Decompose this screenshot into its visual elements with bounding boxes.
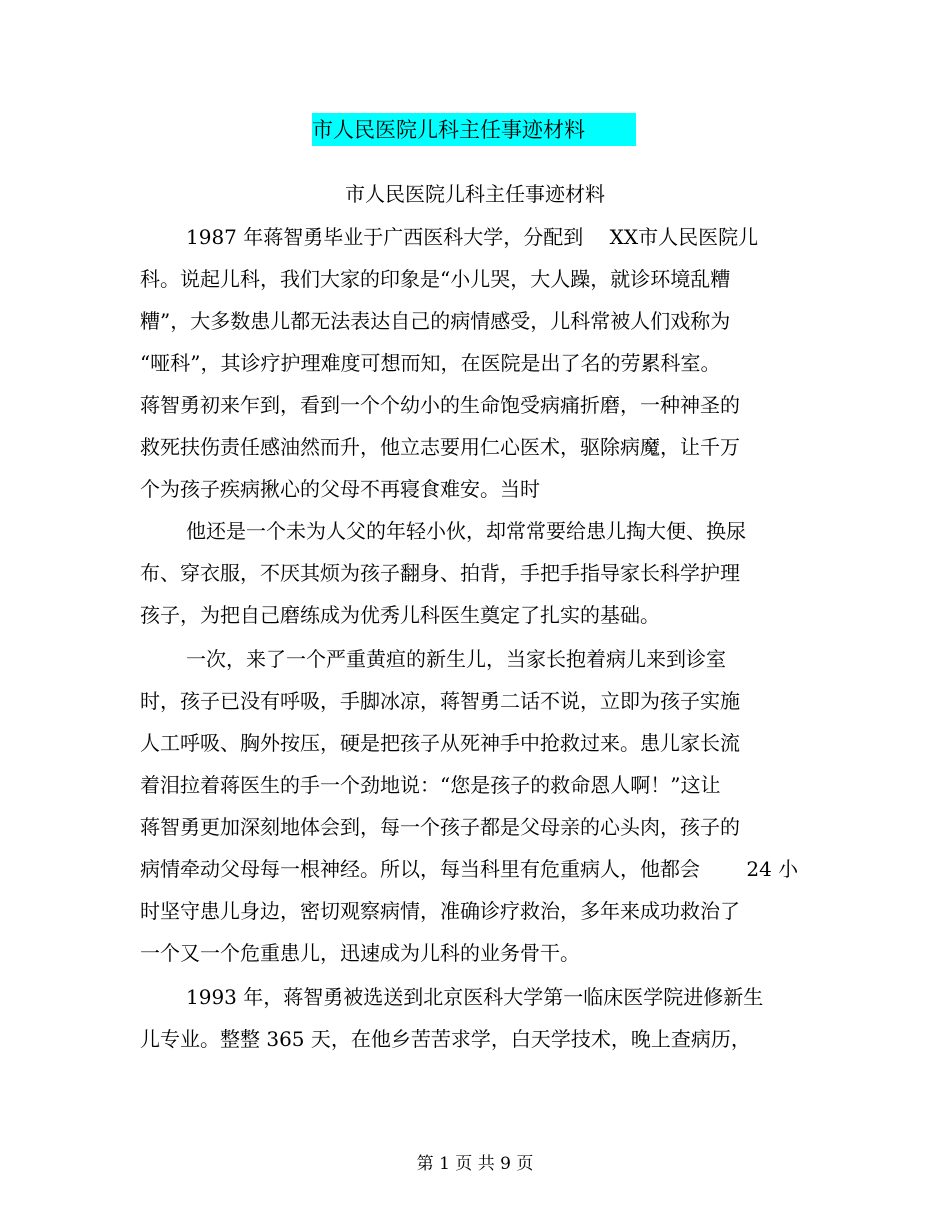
text-line: 蒋智勇更加深刻地体会到，每一个孩子都是父母亲的心头肉，孩子的 xyxy=(140,815,740,839)
text-line: 病情牵动父母每一根神经。所以，每当科里有危重病人，他都会 24 小 xyxy=(140,857,799,881)
text-line: 人工呼吸、胸外按压，硬是把孩子从死神手中抢救过来。患儿家长流 xyxy=(140,731,740,755)
text-line: 孩子，为把自己磨练成为优秀儿科医生奠定了扎实的基础。 xyxy=(140,603,660,627)
text-line: 蒋智勇初来乍到，看到一个个幼小的生命饱受病痛折磨，一种神圣的 xyxy=(140,393,740,417)
document-subtitle: 市人民医院儿科主任事迹材料 xyxy=(345,182,605,206)
text-line: 布、穿衣服，不厌其烦为孩子翻身、拍背，手把手指导家长科学护理 xyxy=(140,561,740,585)
text-line: 个为孩子疾病揪心的父母不再寝食难安。当时 xyxy=(140,477,540,501)
page-footer: 第 1 页 共 9 页 xyxy=(416,1154,534,1174)
text-line: 科。说起儿科，我们大家的印象是“小儿哭，大人躁，就诊环境乱糟 xyxy=(140,267,731,291)
text-line: 时，孩子已没有呼吸，手脚冰凉，蒋智勇二话不说，立即为孩子实施 xyxy=(140,689,740,713)
text-line: 一个又一个危重患儿，迅速成为儿科的业务骨干。 xyxy=(140,941,580,965)
text-line: 救死扶伤责任感油然而升，他立志要用仁心医术，驱除病魔，让千万 xyxy=(140,435,740,459)
text-line: 时坚守患儿身边，密切观察病情，准确诊疗救治，多年来成功救治了 xyxy=(140,899,740,923)
text-line: 一次，来了一个严重黄疸的新生儿，当家长抱着病儿来到诊室 xyxy=(186,647,726,671)
text-line: 他还是一个未为人父的年轻小伙，却常常要给患儿掏大便、换尿 xyxy=(186,519,746,543)
text-line: 着泪拉着蒋医生的手一个劲地说：“您是孩子的救命恩人啊！”这让 xyxy=(140,773,721,797)
text-line: 糟”，大多数患儿都无法表达自己的病情感受，儿科常被人们戏称为 xyxy=(140,309,731,333)
text-line: 儿专业。整整 365 天，在他乡苦苦求学，白天学技术，晚上查病历， xyxy=(140,1027,751,1051)
text-line: “哑科”，其诊疗护理难度可想而知，在医院是出了名的劳累科室。 xyxy=(140,351,721,375)
text-line: 1993 年，蒋智勇被选送到北京医科大学第一临床医学院进修新生 xyxy=(186,985,764,1009)
text-line: 1987 年蒋智勇毕业于广西医科大学，分配到 XX市人民医院儿 xyxy=(186,225,759,249)
document-title: 市人民医院儿科主任事迹材料 xyxy=(312,118,585,142)
